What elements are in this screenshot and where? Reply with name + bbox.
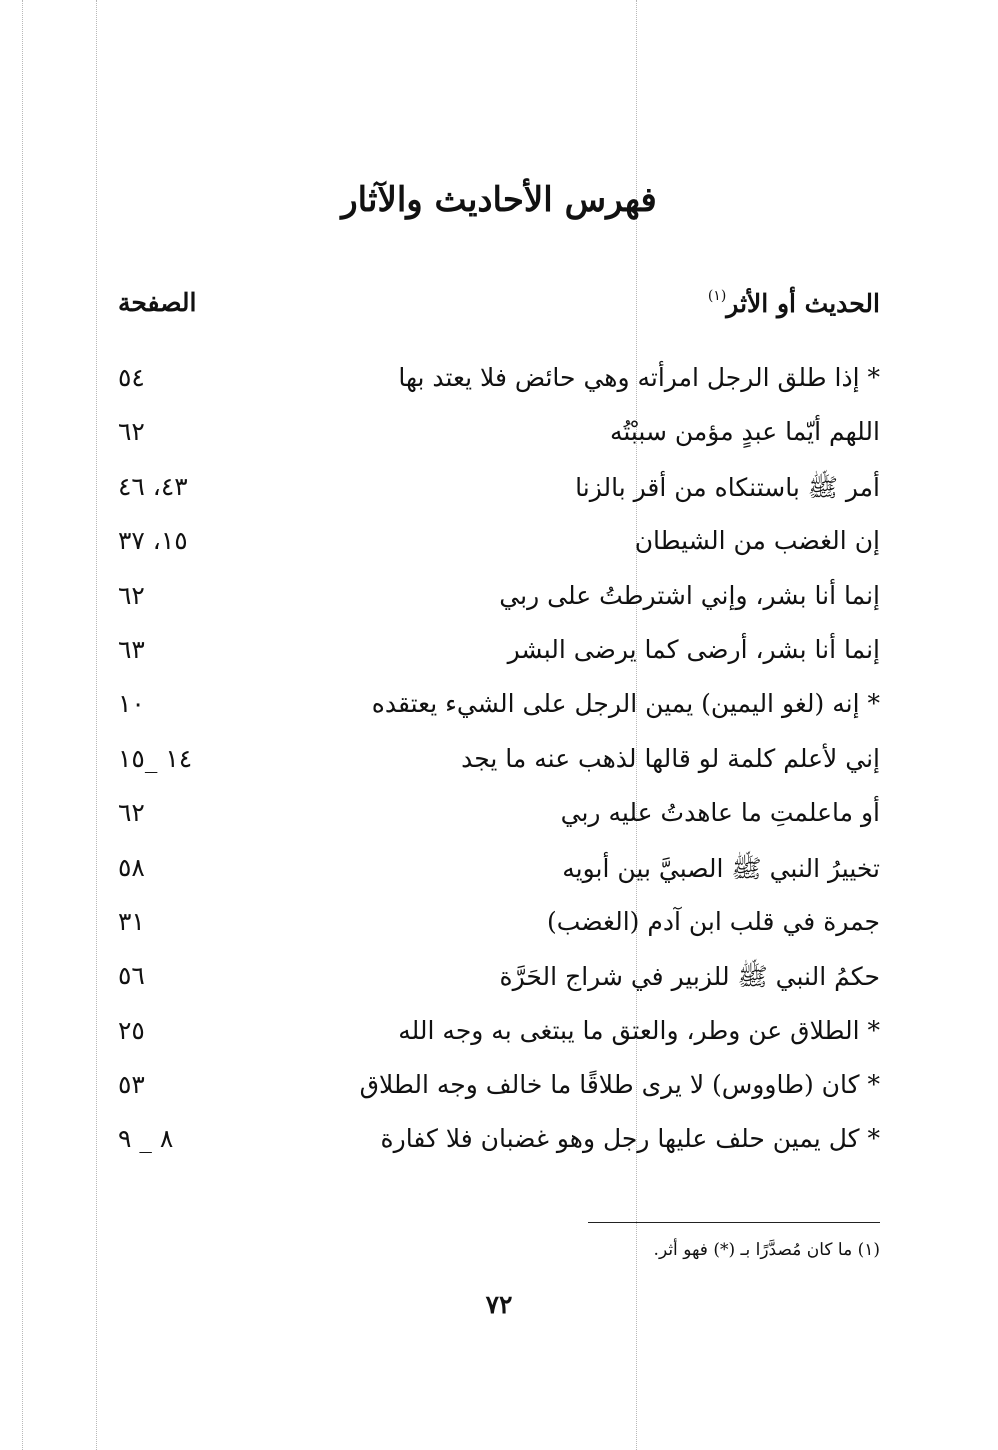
index-entry: [110, 847, 880, 901]
entry-page: ١٥، ٣٧: [118, 526, 188, 556]
entry-page: ٦٢: [118, 580, 145, 610]
page-number: ٧٢: [485, 1290, 513, 1319]
index-entry: [110, 792, 880, 846]
index-entry: [110, 575, 880, 629]
index-entry: [110, 901, 880, 955]
entry-page: ٢٥: [118, 1015, 145, 1045]
entry-text: أو ماعلمتِ ما عاهدتُ عليه ربي: [560, 798, 880, 828]
entry-text: إنما أنا بشر، وإني اشترطتُ على ربي: [499, 580, 880, 610]
index-entries: [110, 357, 880, 1173]
index-entry: [110, 1064, 880, 1118]
page-title: فهرس الأحاديث والآثار: [341, 180, 657, 220]
entry-page: ١٠: [118, 689, 145, 719]
hadith-column-header: [708, 288, 880, 318]
entry-page: ٣١: [118, 906, 145, 936]
entry-text: * كان (طاووس) لا يرى طلاقًا ما خالف وجه الطلاق: [359, 1070, 880, 1100]
hadith-column-label: الحديث أو الأثر: [726, 289, 880, 318]
entry-page: ٤٣، ٤٦: [118, 471, 188, 501]
index-entry: [110, 738, 880, 792]
index-entry: [110, 411, 880, 465]
entry-page: ٥٦: [118, 961, 145, 991]
index-entry: [110, 629, 880, 683]
entry-text: * الطلاق عن وطر، والعتق ما يبتغى به وجه الله: [398, 1015, 880, 1045]
entry-text: أمر ﷺ باستنكاه من أقر بالزنا: [575, 472, 880, 502]
entry-page: ٥٣: [118, 1070, 145, 1100]
index-entry: [110, 520, 880, 574]
entry-page: ٦٢: [118, 798, 145, 828]
index-entry: [110, 955, 880, 1009]
index-entry: [110, 1010, 880, 1064]
entry-text: اللهم أيّما عبدٍ مؤمن سببْتُه: [609, 417, 880, 447]
index-entry: [110, 357, 880, 411]
footnote-reference: (١): [707, 288, 727, 304]
index-entry: [110, 1118, 880, 1172]
entry-text: إنما أنا بشر، أرضى كما يرضى البشر: [507, 634, 880, 664]
index-header: [110, 288, 880, 332]
entry-text: إني لأعلم كلمة لو قالها لذهب عنه ما يجد: [461, 743, 880, 773]
index-entry: [110, 466, 880, 520]
entry-page: ٥٨: [118, 852, 145, 882]
entry-text: * إذا طلق الرجل امرأته وهي حائض فلا يعتد بها: [398, 363, 880, 392]
entry-page: ٦٢: [118, 417, 145, 447]
entry-text: حكمُ النبي ﷺ للزبير في شراج الحَرَّة: [499, 962, 880, 992]
footnote-divider: [588, 1222, 880, 1223]
entry-text: * كل يمين حلف عليها رجل وهو غضبان فلا كفارة: [380, 1124, 880, 1154]
footnote: (١) ما كان مُصدَّرًا بـ (*) فهو أثر.: [653, 1240, 880, 1260]
entry-text: تخييرُ النبي ﷺ الصبيَّ بين أبويه: [562, 853, 880, 883]
entry-page: ١٤ _١٥: [118, 743, 193, 773]
entry-text: * إنه (لغو اليمين) يمين الرجل على الشيء يعتقده: [371, 689, 880, 719]
entry-page: ٦٣: [118, 634, 145, 664]
page-column-header: الصفحة: [118, 288, 197, 317]
entry-page: ٥٤: [118, 363, 145, 392]
entry-page: ٨ _ ٩: [118, 1124, 174, 1154]
entry-text: إن الغضب من الشيطان: [634, 526, 880, 556]
index-entry: [110, 683, 880, 737]
entry-text: جمرة في قلب ابن آدم (الغضب): [547, 906, 880, 936]
